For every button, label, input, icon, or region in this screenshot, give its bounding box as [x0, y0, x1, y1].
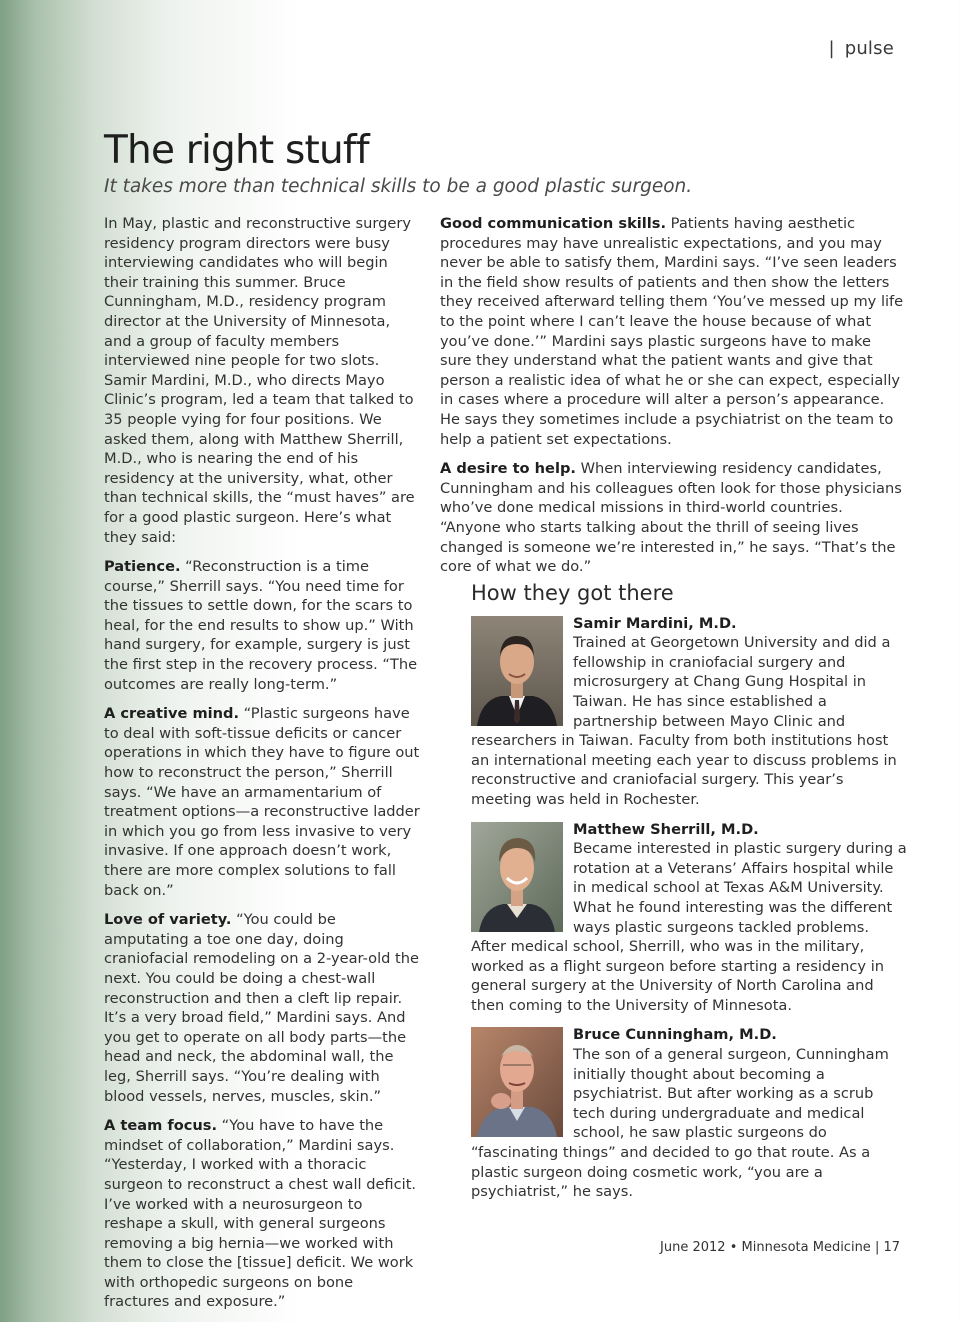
left-column — [104, 214, 422, 1322]
trait-term: A desire to help. — [440, 460, 576, 478]
bio-text: Became interested in plastic surgery during a rotation at a Veterans’ Affairs hospital while in medical school at Texas A&M University. What he found interesting was the different ways plastic surgeons tackled problems. After medical school, Sherrill, who was in the military, worked as a flight surgeon before starting a residency in general surgery at the University of North Carolina and then coming to the University of Minnesota. — [471, 840, 907, 1014]
bios-sidebar — [471, 581, 907, 1212]
section-tag — [828, 38, 894, 59]
trait-term: Good communication skills. — [440, 215, 667, 232]
portrait-photo — [471, 822, 563, 932]
bio-entry — [471, 1025, 907, 1201]
trait-term: Love of variety. — [104, 911, 232, 929]
sidebar-title: How they got there — [471, 581, 674, 605]
bio-name: Matthew Sherrill, M.D. — [573, 820, 759, 838]
article-title: The right stuff — [104, 128, 369, 173]
bio-entry — [471, 614, 907, 810]
trait-text: When interviewing residency candidates, Cunningham and his colleagues often look for those physicians who’ve done medical missions in third-world countries. “Anyone who starts talking about the thrill of seeing lives changed is someone we’re interested in,” he says. “That’s the core of what we do.” — [440, 460, 902, 576]
bio-text: Trained at Georgetown University and did a fellowship in craniofacial surgery and microsurgery at Chang Gung Hospital in Taiwan. He has since established a partnership between Mayo Clinic and researchers in Taiwan. Faculty from both institutions host an international meeting each year to discuss problems in reconstructive and craniofacial surgery. This year’s meeting was held in Rochester. — [471, 634, 897, 808]
portrait-photo — [471, 616, 563, 726]
trait-paragraph — [440, 459, 906, 577]
trait-text: “You could be amputating a toe one day, doing craniofacial remodeling on a 2-year-old the next. You could be doing a chest-wall reconstruction and then a cleft lip repair. It’s a very broad field,” Mardini says. And you get to operate on all body parts—the head and neck, the abdominal wall, the leg, Sherrill says. “You’re dealing with blood vessels, nerves, muscles, skin.” — [104, 911, 419, 1105]
trait-text: “You have to have the mindset of collaboration,” Mardini says. “Yesterday, I worked with a thoracic surgeon to reconstruct a chest wall deficit. I’ve worked with a neurosurgeon to reshape a skull, with general surgeons removing a big hernia—we worked with them to close the [tissue] deficit. We work with orthopedic surgeons on bone fractures and exposure.” — [104, 1117, 417, 1311]
trait-paragraph — [440, 214, 906, 449]
trait-term: A creative mind. — [104, 705, 240, 723]
right-column — [440, 214, 906, 587]
page-footer: June 2012 • Minnesota Medicine | 17 — [660, 1240, 900, 1255]
intro-paragraph: In May, plastic and reconstructive surgery residency program directors were busy interviewing candidates who will begin their training this summer. Bruce Cunningham, M.D., residency program director at the University of Minnesota, and a group of faculty members interviewed nine people for two slots. Samir Mardini, M.D., who directs Mayo Clinic’s program, led a team that talked to 35 people vying for four positions. We asked them, along with Matthew Sherrill, M.D., who is nearing the end of his residency at the university, what, other than technical skills, the “must haves” are for a good plastic surgeon. Here’s what they said: — [104, 215, 415, 546]
section-divider: | — [828, 38, 835, 59]
bio-entry — [471, 820, 907, 1016]
trait-text: Patients having aesthetic procedures may have unrealistic expectations, and you may never be able to satisfy them, Mardini says. “I’ve seen leaders in the field show results of patients and then show the letters they received afterward telling them ‘You’ve messed up my life to the point where I can’t leave the house because of what you’ve done.’” Mardini says plastic surgeons have to make sure they understand what the patient wants and give that person a realistic idea of what he or she can expect, especially in cases where a procedure will alter a person’s appearance. He says they sometimes include a psychiatrist on the team to help a patient set expectations. — [440, 215, 904, 448]
trait-paragraph — [104, 704, 422, 900]
article-subtitle: It takes more than technical skills to be a good plastic surgeon. — [104, 176, 693, 197]
trait-paragraph — [104, 1116, 422, 1312]
section-name: pulse — [844, 38, 894, 59]
bio-text: The son of a general surgeon, Cunningham initially thought about becoming a psychiatrist. But after working as a scrub tech during undergraduate and medical school, he saw plastic surgeons do “fascinating things” and decided to go that route. As a plastic surgeon doing cosmetic work, “you are a psychiatrist,” he says. — [471, 1046, 889, 1201]
trait-text: “Reconstruction is a time course,” Sherrill says. “You need time for the tissues to settle down, for the scars to heal, for the end results to show up.” With hand surgery, for example, surgery is just the first step in the recovery process. “The outcomes are really long-term.” — [104, 558, 418, 693]
bio-name: Samir Mardini, M.D. — [573, 614, 737, 632]
trait-text: “Plastic surgeons have to deal with soft-tissue deficits or cancer operations in which they have to figure out how to reconstruct the person,” Sherrill says. “We have an armamentarium of treatment options—a reconstructive ladder in which you go from less invasive to very invasive. If one approach doesn’t work, there are more complex solutions to fall back on.” — [104, 705, 420, 899]
portrait-photo — [471, 1027, 563, 1137]
trait-term: Patience. — [104, 558, 181, 576]
trait-paragraph — [104, 910, 422, 1106]
bio-name: Bruce Cunningham, M.D. — [573, 1026, 777, 1044]
trait-term: A team focus. — [104, 1117, 218, 1135]
trait-paragraph — [104, 557, 422, 694]
